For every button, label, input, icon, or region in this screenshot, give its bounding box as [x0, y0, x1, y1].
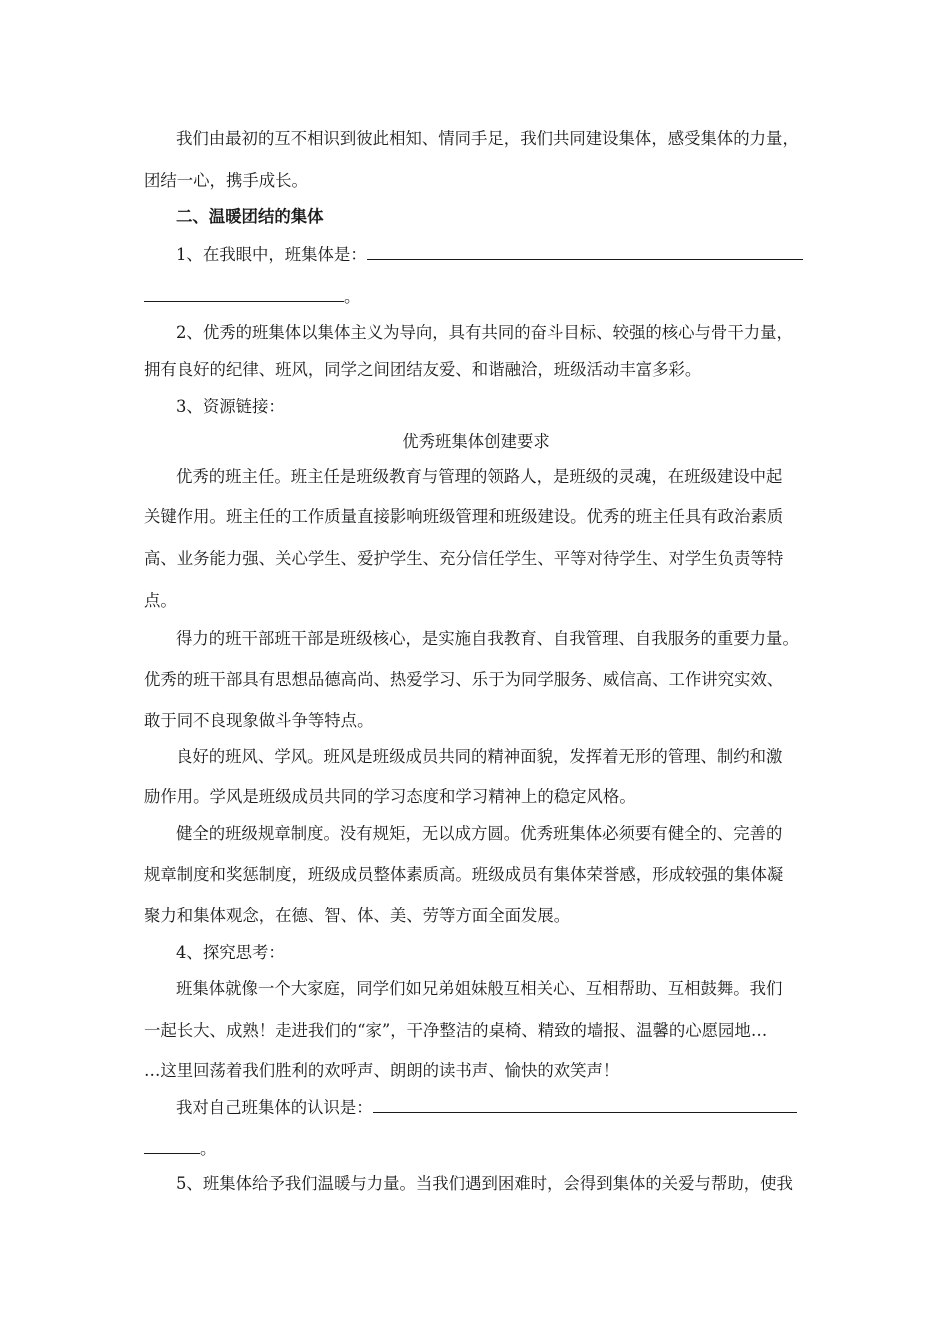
answer-blank-4a[interactable] [373, 1098, 797, 1113]
answer-blank-1b[interactable] [144, 287, 344, 302]
item4-end: 。 [200, 1139, 217, 1158]
resource-p2-line-1: 得力的班干部班干部是班级核心，是实施自我教育、自我管理、自我服务的重要力量。 [176, 629, 799, 648]
item4-prompt-line-2 [144, 1138, 808, 1160]
item4-p-line-2: 一起长大、成熟！走进我们的“家”，干净整洁的桌椅、精致的墙报、温馨的心愿园地… [144, 1021, 768, 1040]
item4-p-line-3: …这里回荡着我们胜利的欢呼声、朗朗的读书声、愉快的欢笑声！ [144, 1061, 620, 1080]
resource-p3-line-2: 励作用。学风是班级成员共同的学习态度和学习精神上的稳定风格。 [144, 787, 636, 806]
item1-line-2 [144, 286, 808, 308]
resource-title: 优秀班集体创建要求 [402, 432, 550, 451]
answer-blank-1a[interactable] [367, 245, 803, 260]
item1-label: 1、在我眼中，班集体是： [176, 245, 367, 264]
resource-p4-line-3: 聚力和集体观念，在德、智、体、美、劳等方面全面发展。 [144, 906, 571, 925]
item2-line-2: 拥有良好的纪律、班风，同学之间团结友爱、和谐融洽，班级活动丰富多彩。 [144, 360, 702, 379]
item1-line [176, 244, 808, 266]
item5-line-1: 5、班集体给予我们温暖与力量。当我们遇到困难时，会得到集体的关爱与帮助，使我 [176, 1174, 793, 1193]
resource-p1-line-2: 关键作用。班主任的工作质量直接影响班级管理和班级建设。优秀的班主任具有政治素质 [144, 507, 784, 526]
item4-prompt: 我对自己班集体的认识是： [176, 1098, 373, 1117]
resource-p4-line-2: 规章制度和奖惩制度，班级成员整体素质高。班级成员有集体荣誉感，形成较强的集体凝 [144, 865, 784, 884]
resource-p4-line-1: 健全的班级规章制度。没有规矩，无以成方圆。优秀班集体必须要有健全的、完善的 [176, 824, 783, 843]
resource-p2-line-2: 优秀的班干部具有思想品德高尚、热爱学习、乐于为同学服务、威信高、工作讲究实效、 [144, 670, 784, 689]
resource-p3-line-1: 良好的班风、学风。班风是班级成员共同的精神面貌，发挥着无形的管理、制约和激 [176, 747, 783, 766]
item4-label: 4、探究思考： [176, 943, 285, 962]
section-heading: 二、温暖团结的集体 [176, 207, 324, 226]
resource-p1-line-1: 优秀的班主任。班主任是班级教育与管理的领路人，是班级的灵魂，在班级建设中起 [176, 467, 783, 486]
item4-prompt-line [176, 1097, 808, 1119]
resource-p2-line-3: 敢于同不良现象做斗争等特点。 [144, 711, 374, 730]
item2-line-1: 2、优秀的班集体以集体主义为导向，具有共同的奋斗目标、较强的核心与骨干力量， [176, 323, 793, 342]
item3-label: 3、资源链接： [176, 397, 285, 416]
item1-end: 。 [344, 287, 361, 306]
intro-line-1: 我们由最初的互不相识到彼此相知、情同手足，我们共同建设集体，感受集体的力量， [176, 129, 799, 148]
resource-p1-line-3: 高、业务能力强、关心学生、爱护学生、充分信任学生、平等对待学生、对学生负责等特 [144, 549, 784, 568]
resource-p1-line-4: 点。 [144, 591, 177, 610]
item4-p-line-1: 班集体就像一个大家庭，同学们如兄弟姐妹般互相关心、互相帮助、互相鼓舞。我们 [176, 979, 783, 998]
answer-blank-4b[interactable] [144, 1139, 200, 1154]
intro-line-2: 团结一心，携手成长。 [144, 171, 308, 190]
